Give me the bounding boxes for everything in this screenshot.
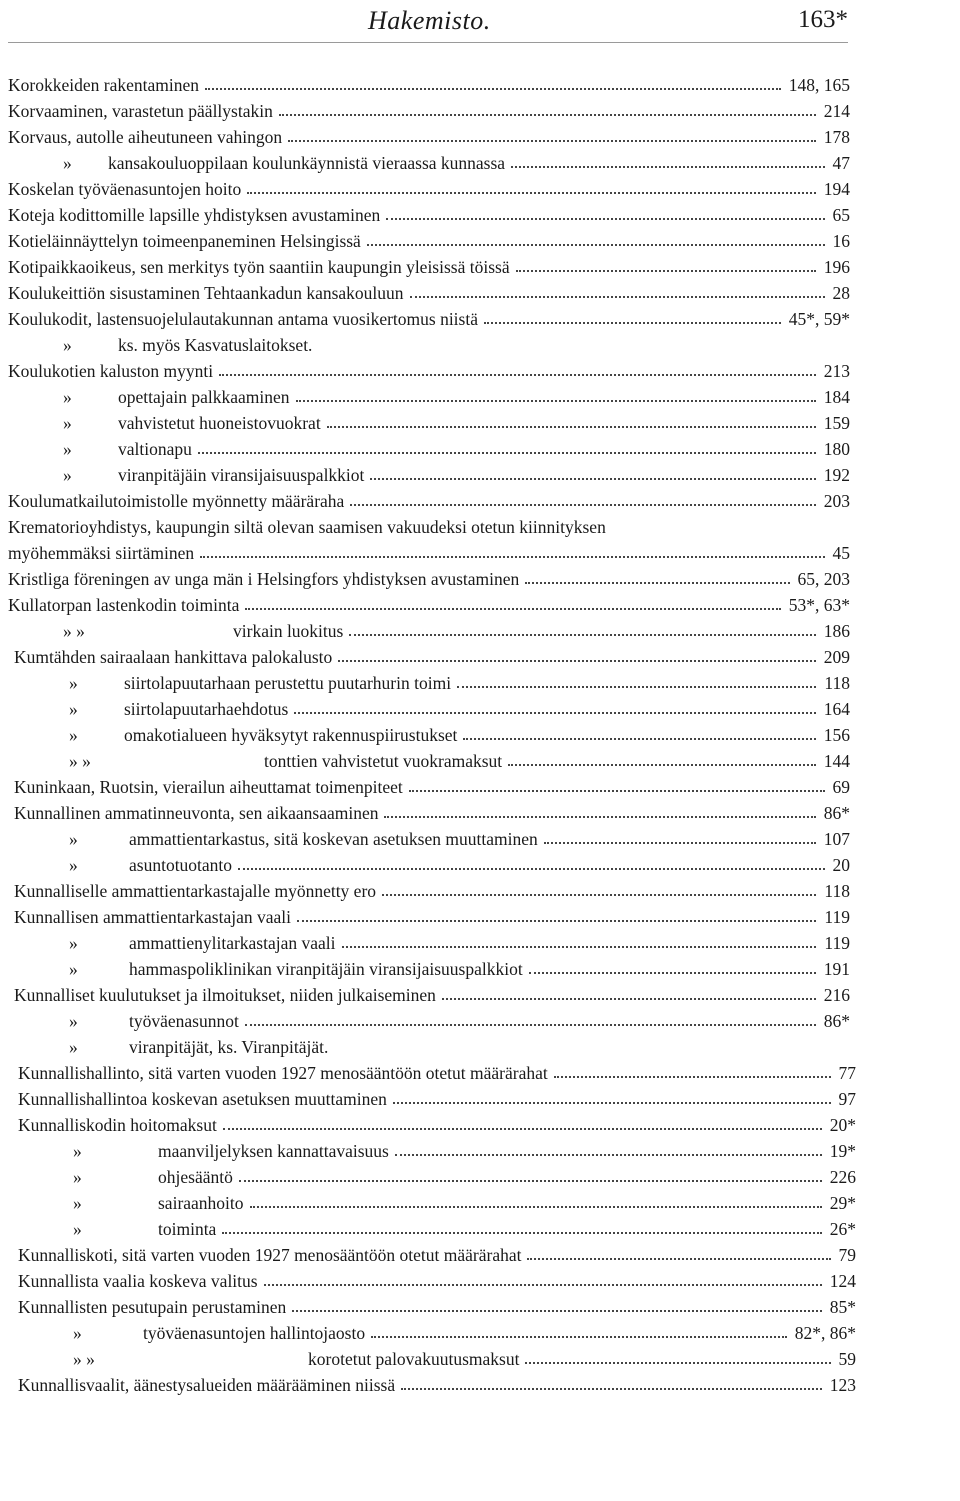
- index-entry: [8, 122, 850, 148]
- dot-leader: [525, 582, 789, 584]
- index-entry: [14, 928, 850, 954]
- index-entry: [8, 590, 850, 616]
- entry-pages: 159: [823, 413, 850, 433]
- entry-pages: 29*: [829, 1193, 856, 1213]
- dot-leader: [382, 894, 816, 896]
- entry-text: ammattienylitarkastajan vaali: [129, 933, 336, 953]
- ditto-mark: »: [63, 465, 72, 485]
- index-entry: [18, 1136, 856, 1162]
- index-entry: [14, 902, 850, 928]
- entry-pages: 180: [823, 439, 850, 459]
- dot-leader: [554, 1076, 831, 1078]
- entry-pages: 77: [838, 1063, 856, 1083]
- entry-text: Kunnallisen ammattientarkastajan vaali: [14, 907, 291, 927]
- ditto-mark: »: [73, 1193, 82, 1213]
- dot-leader: [279, 114, 816, 116]
- entry-pages: 118: [824, 881, 850, 901]
- index-entry: [8, 486, 850, 512]
- entry-pages: 45*, 59*: [788, 309, 850, 329]
- ditto-mark: »: [69, 699, 78, 719]
- entry-pages: 213: [823, 361, 850, 381]
- entry-pages: 86*: [823, 1011, 850, 1031]
- index-entry: [18, 1318, 856, 1344]
- ditto-mark: »: [73, 1167, 82, 1187]
- entry-text: Kuninkaan, Ruotsin, vierailun aiheuttamat toimenpiteet: [14, 777, 403, 797]
- entry-text: Kotipaikkaoikeus, sen merkitys työn saantiin kaupungin yleisissä töissä: [8, 257, 510, 277]
- dot-leader: [219, 374, 816, 376]
- index-entry: [14, 980, 850, 1006]
- dot-leader: [205, 88, 781, 90]
- index-entry: [8, 304, 850, 330]
- index-entry: [18, 1344, 856, 1370]
- entry-text: toiminta: [158, 1219, 217, 1239]
- page-number: 163*: [798, 6, 848, 33]
- index-entry: [8, 200, 850, 226]
- dot-leader: [457, 686, 816, 688]
- index-entry: [8, 616, 850, 642]
- entry-text: Krematorioyhdistys, kaupungin siltä olevan saamisen vakuudeksi otetun kiinnityksen: [8, 517, 606, 537]
- entry-pages: 123: [829, 1375, 856, 1395]
- entry-pages: 19*: [829, 1141, 856, 1161]
- index-entry: [8, 460, 850, 486]
- ditto-mark: »: [69, 959, 78, 979]
- dot-leader: [393, 1102, 831, 1104]
- entry-pages: 226: [829, 1167, 856, 1187]
- entry-pages: 59: [838, 1349, 856, 1369]
- entry-text: ohjesääntö: [158, 1167, 233, 1187]
- index-entry: [14, 876, 850, 902]
- index-entry: [8, 174, 850, 200]
- index-entry: [8, 148, 850, 174]
- dot-leader: [386, 218, 824, 220]
- ditto-mark: »: [63, 153, 72, 173]
- dot-leader: [296, 400, 816, 402]
- entry-pages: 119: [824, 907, 850, 927]
- index-entry: [14, 1006, 850, 1032]
- dot-leader: [370, 478, 815, 480]
- entry-pages: 209: [823, 647, 850, 667]
- ditto-mark: » »: [63, 621, 85, 641]
- dot-leader: [200, 556, 824, 558]
- entry-text: Koulumatkailutoimistolle myönnetty määräraha: [8, 491, 345, 511]
- index-entry: [8, 278, 850, 304]
- entry-text: vahvistetut huoneistovuokrat: [118, 413, 321, 433]
- entry-text: sairaanhoito: [158, 1193, 244, 1213]
- entry-text: myöhemmäksi siirtäminen: [8, 543, 195, 563]
- ditto-mark: »: [69, 933, 78, 953]
- entry-text: Kunnallisten pesutupain perustaminen: [18, 1297, 287, 1317]
- index-entry: [8, 564, 850, 590]
- dot-leader: [544, 842, 816, 844]
- entry-text: Koulukeittiön sisustaminen Tehtaankadun kansakouluun: [8, 283, 404, 303]
- index-entry: [8, 538, 850, 564]
- entry-text: Koskelan työväenasuntojen hoito: [8, 179, 242, 199]
- dot-leader: [516, 270, 816, 272]
- dot-leader: [442, 998, 816, 1000]
- ditto-mark: »: [69, 1011, 78, 1031]
- index-entry: [8, 512, 850, 538]
- entry-text: Kunnallishallinto, sitä varten vuoden 1927 menosääntöön otetut määrärahat: [18, 1063, 548, 1083]
- dot-leader: [409, 790, 825, 792]
- entry-pages: 216: [823, 985, 850, 1005]
- entry-text: ammattientarkastus, sitä koskevan asetuksen muuttaminen: [129, 829, 538, 849]
- page-header: [0, 0, 960, 40]
- dot-leader: [371, 1336, 787, 1338]
- entry-text: valtionapu: [118, 439, 192, 459]
- dot-leader: [525, 1362, 830, 1364]
- dot-leader: [342, 946, 817, 948]
- dot-leader: [245, 1024, 816, 1026]
- index-entry: [14, 746, 850, 772]
- index-entry: [14, 642, 850, 668]
- entry-pages: 124: [829, 1271, 856, 1291]
- dot-leader: [245, 608, 780, 610]
- ditto-mark: » »: [73, 1349, 95, 1369]
- index-entry: [18, 1292, 856, 1318]
- ditto-mark: »: [63, 439, 72, 459]
- entry-text: virkain luokitus: [233, 621, 344, 641]
- dot-leader: [508, 764, 816, 766]
- index-entry: [8, 356, 850, 382]
- dot-leader: [223, 1128, 822, 1130]
- entry-pages: 65: [832, 205, 850, 225]
- entry-text: viranpitäjäin viransijaisuuspalkkiot: [118, 465, 365, 485]
- dot-leader: [338, 660, 815, 662]
- dot-leader: [239, 1180, 822, 1182]
- dot-leader: [529, 972, 816, 974]
- entry-text: Kunnallisvaalit, äänestysalueiden määrääminen niissä: [18, 1375, 396, 1395]
- header-rule: [8, 42, 848, 43]
- index-entry: [8, 382, 850, 408]
- ditto-mark: »: [63, 335, 72, 355]
- entry-text: omakotialueen hyväksytyt rakennuspiirustukset: [124, 725, 458, 745]
- entry-text: Kumtähden sairaalaan hankittava palokalusto: [14, 647, 333, 667]
- entry-pages: 164: [823, 699, 850, 719]
- entry-text: Koulukotien kaluston myynti: [8, 361, 214, 381]
- dot-leader: [198, 452, 816, 454]
- entry-text: työväenasunnot: [129, 1011, 239, 1031]
- index-entry: [8, 96, 850, 122]
- entry-text: asuntotuotanto: [129, 855, 233, 875]
- dot-leader: [463, 738, 815, 740]
- entry-pages: 184: [823, 387, 850, 407]
- index-entry: [8, 252, 850, 278]
- dot-leader: [250, 1206, 822, 1208]
- entry-pages: 47: [832, 153, 850, 173]
- entry-pages: 107: [823, 829, 850, 849]
- entry-pages: 45: [832, 543, 850, 563]
- index-entry: [8, 70, 850, 96]
- entry-pages: 69: [832, 777, 850, 797]
- entry-pages: 119: [824, 933, 850, 953]
- entry-text: Korvaaminen, varastetun päällystakin: [8, 101, 273, 121]
- entry-pages: 192: [823, 465, 850, 485]
- index-entry: [8, 408, 850, 434]
- index-entry: [18, 1188, 856, 1214]
- entry-text: Korvaus, autolle aiheutuneen vahingon: [8, 127, 283, 147]
- entry-pages: 82*, 86*: [794, 1323, 856, 1343]
- entry-text: Kullatorpan lastenkodin toiminta: [8, 595, 240, 615]
- ditto-mark: »: [69, 673, 78, 693]
- entry-pages: 178: [823, 127, 850, 147]
- entry-pages: 65, 203: [797, 569, 850, 589]
- entry-text: viranpitäjät, ks. Viranpitäjät.: [129, 1037, 329, 1057]
- entry-pages: 85*: [829, 1297, 856, 1317]
- entry-text: Kunnalliset kuulutukset ja ilmoitukset, niiden julkaiseminen: [14, 985, 436, 1005]
- entry-pages: 214: [823, 101, 850, 121]
- dot-leader: [264, 1284, 822, 1286]
- dot-leader: [367, 244, 825, 246]
- ditto-mark: »: [73, 1219, 82, 1239]
- entry-pages: 203: [823, 491, 850, 511]
- index-entry: [14, 824, 850, 850]
- dot-leader: [297, 920, 816, 922]
- entry-text: Korokkeiden rakentaminen: [8, 75, 199, 95]
- entry-pages: 16: [832, 231, 850, 251]
- ditto-mark: »: [63, 413, 72, 433]
- dot-leader: [527, 1258, 830, 1260]
- entry-pages: 86*: [823, 803, 850, 823]
- index-entry: [18, 1084, 856, 1110]
- entry-text: Kristliga föreningen av unga män i Helsingfors yhdistyksen avustaminen: [8, 569, 520, 589]
- entry-text: työväenasuntojen hallintojaosto: [143, 1323, 366, 1343]
- entry-text: maanviljelyksen kannattavaisuus: [158, 1141, 389, 1161]
- index-entry: [18, 1214, 856, 1240]
- index-entry: [18, 1240, 856, 1266]
- ditto-mark: »: [69, 1037, 78, 1057]
- entry-pages: 186: [823, 621, 850, 641]
- index-entry: [8, 330, 850, 356]
- ditto-mark: » »: [69, 751, 91, 771]
- index-entry: [14, 850, 850, 876]
- entry-pages: 148, 165: [788, 75, 850, 95]
- entry-pages: 20*: [829, 1115, 856, 1135]
- index-entry: [18, 1058, 856, 1084]
- ditto-mark: »: [69, 725, 78, 745]
- index-entry: [18, 1162, 856, 1188]
- entry-text: Kunnallishallintoa koskevan asetuksen muuttaminen: [18, 1089, 387, 1109]
- entry-text: ks. myös Kasvatuslaitokset.: [118, 335, 313, 355]
- dot-leader: [350, 504, 815, 506]
- entry-text: Koteja kodittomille lapsille yhdistyksen avustaminen: [8, 205, 381, 225]
- index-entry: [14, 694, 850, 720]
- ditto-mark: »: [73, 1323, 82, 1343]
- entry-pages: 20: [832, 855, 850, 875]
- dot-leader: [327, 426, 816, 428]
- dot-leader: [384, 816, 815, 818]
- index-entry: [14, 772, 850, 798]
- entry-pages: 118: [824, 673, 850, 693]
- entry-pages: 26*: [829, 1219, 856, 1239]
- entry-pages: 144: [823, 751, 850, 771]
- page-title: Hakemisto.: [368, 6, 491, 35]
- entry-text: siirtolapuutarhaan perustettu puutarhurin toimi: [124, 673, 452, 693]
- entry-text: korotetut palovakuutusmaksut: [308, 1349, 520, 1369]
- dot-leader: [292, 1310, 821, 1312]
- entry-text: Kunnalliskoti, sitä varten vuoden 1927 menosääntöön otetut määrärahat: [18, 1245, 522, 1265]
- entry-text: Kunnallista vaalia koskeva valitus: [18, 1271, 258, 1291]
- entry-pages: 97: [838, 1089, 856, 1109]
- dot-leader: [222, 1232, 821, 1234]
- index-entry: [18, 1110, 856, 1136]
- ditto-mark: »: [69, 829, 78, 849]
- entry-text: Kunnalliselle ammattientarkastajalle myönnetty ero: [14, 881, 377, 901]
- entry-pages: 28: [832, 283, 850, 303]
- index-entry: [14, 668, 850, 694]
- entry-text: hammaspoliklinikan viranpitäjäin viransijaisuuspalkkiot: [129, 959, 523, 979]
- entry-pages: 196: [823, 257, 850, 277]
- entry-text: Kunnallinen ammatinneuvonta, sen aikaansaaminen: [14, 803, 379, 823]
- index-entry: [18, 1266, 856, 1292]
- entry-pages: 156: [823, 725, 850, 745]
- dot-leader: [288, 140, 816, 142]
- dot-leader: [410, 296, 825, 298]
- entry-text: tonttien vahvistetut vuokramaksut: [264, 751, 503, 771]
- dot-leader: [401, 1388, 822, 1390]
- dot-leader: [395, 1154, 822, 1156]
- entry-pages: 53*, 63*: [788, 595, 850, 615]
- entry-pages: 79: [838, 1245, 856, 1265]
- entry-text: kansakouluoppilaan koulunkäynnistä vieraassa kunnassa: [108, 153, 506, 173]
- index-entry: [8, 226, 850, 252]
- entry-pages: 191: [823, 959, 850, 979]
- entry-pages: 194: [823, 179, 850, 199]
- entry-text: Kotieläinnäyttelyn toimeenpaneminen Helsingissä: [8, 231, 361, 251]
- entry-text: opettajain palkkaaminen: [118, 387, 290, 407]
- dot-leader: [349, 634, 815, 636]
- ditto-mark: »: [69, 855, 78, 875]
- dot-leader: [247, 192, 815, 194]
- entry-text: Kunnalliskodin hoitomaksut: [18, 1115, 217, 1135]
- dot-leader: [484, 322, 781, 324]
- dot-leader: [238, 868, 824, 870]
- ditto-mark: »: [63, 387, 72, 407]
- entry-text: Koulukodit, lastensuojelulautakunnan antama vuosikertomus niistä: [8, 309, 478, 329]
- dot-leader: [294, 712, 815, 714]
- index-entry: [18, 1370, 856, 1396]
- dot-leader: [511, 166, 824, 168]
- index-entry: [14, 720, 850, 746]
- ditto-mark: »: [73, 1141, 82, 1161]
- index-entry: [14, 1032, 850, 1058]
- index-entry: [8, 434, 850, 460]
- entry-text: siirtolapuutarhaehdotus: [124, 699, 289, 719]
- index-entry: [14, 954, 850, 980]
- index-entry: [14, 798, 850, 824]
